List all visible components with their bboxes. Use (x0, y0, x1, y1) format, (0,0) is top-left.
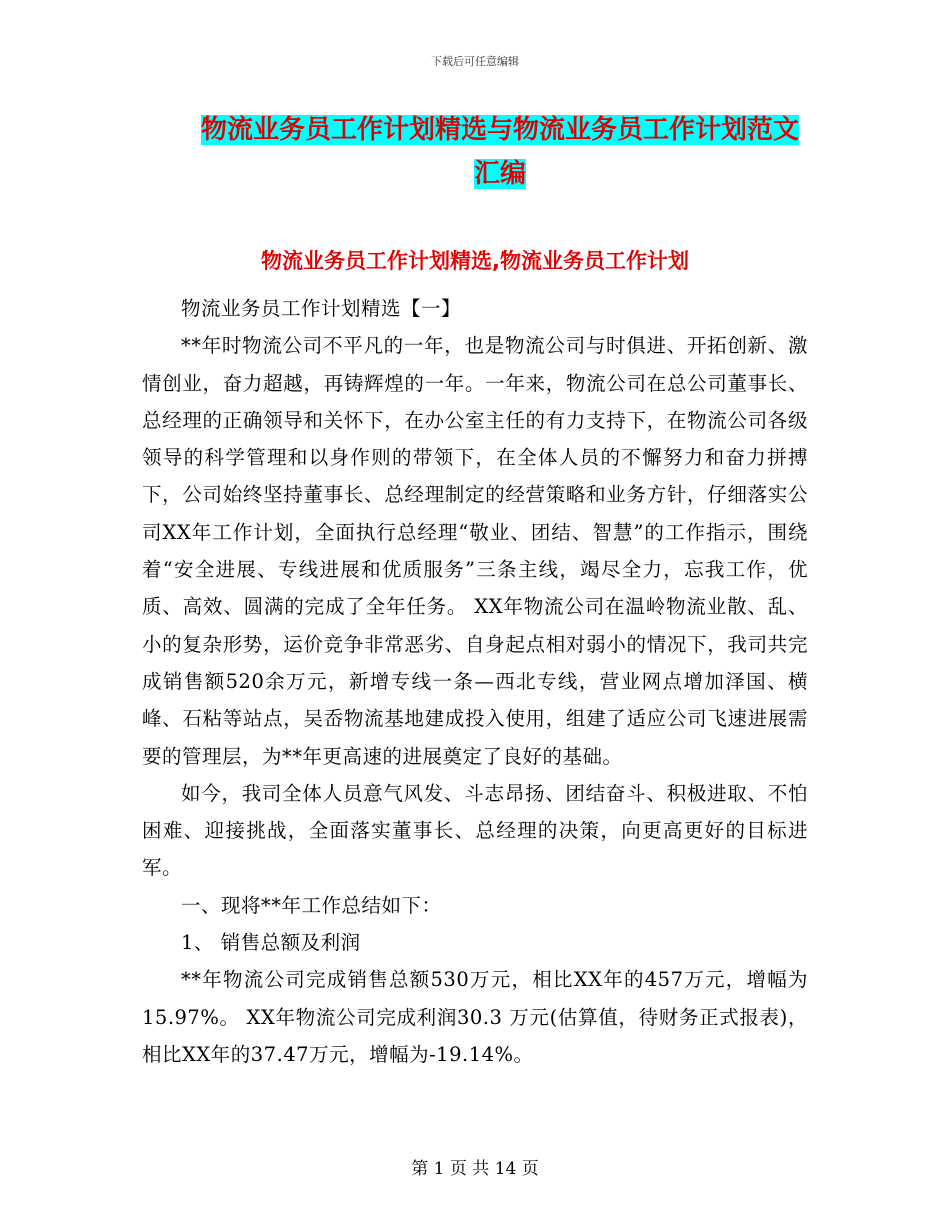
document-title (190, 108, 810, 196)
header-note: 下载后可任意编辑 (431, 55, 519, 68)
title-line-2: 汇编 (473, 159, 526, 189)
paragraph-heading: 物流业务员工作计划精选【一】 (181, 297, 462, 320)
paragraph: 如今，我司全体人员意气风发、斗志昂扬、团结奋斗、积极进取、不怕困难、迎接挑战，全面落实董事长、总经理的决策，向更高更好的目标进军。 (142, 781, 808, 880)
title-line-1: 物流业务员工作计划精选与物流业务员工作计划范文 (200, 115, 799, 145)
page-number-footer: 第 1 页 共 14 页 (411, 1159, 539, 1179)
section-heading: 一、现将**年工作总结如下： (181, 893, 442, 917)
paragraph: **年时物流公司不平凡的一年，也是物流公司与时俱进、开拓创新、激情创业，奋力超越，再铸辉煌的一年。一年来，物流公司在总公司董事长、总经理的正确领导和关怀下，在办公室主任的有力支持下，在物流公司各级领导的科学管理和以身作则的带领下，在全体人员的不懈努力和奋力拼搏下，公司始终坚持董事长、总经理制定的经营策略和业务方针，仔细落实公司XX年工作计划，全面执行总经理“敬业、团结、智慧”的工作指示，围绕着“安全进展、专线进展和优质服务”三条主线，竭尽全力，忘我工作，优质、高效、圆满的完成了全年任务。 XX年物流公司在温岭物流业散、乱、小的复杂形势，运价竞争非常恶劣、自身起点相对弱小的情况下，我司共完成销售额520余万元，新增专线一条—西北专线，营业网点增加泽国、横峰、石粘等站点，吴岙物流基地建成投入使用，组建了适应公司飞速进展需要的管理层，为**年更高速的进展奠定了良好的基础。 (142, 334, 808, 768)
section-subtitle: 物流业务员工作计划精选,物流业务员工作计划 (261, 249, 689, 273)
body-text (142, 290, 808, 1073)
paragraph: **年物流公司完成销售总额530万元，相比XX年的457万元，增幅为15.97%。 XX年物流公司完成利润30.3 万元(估算值，待财务正式报表)，相比XX年的37.47万元，增幅为-19.14%。 (142, 968, 808, 1066)
subsection-heading: 1、 销售总额及利润 (181, 931, 361, 955)
